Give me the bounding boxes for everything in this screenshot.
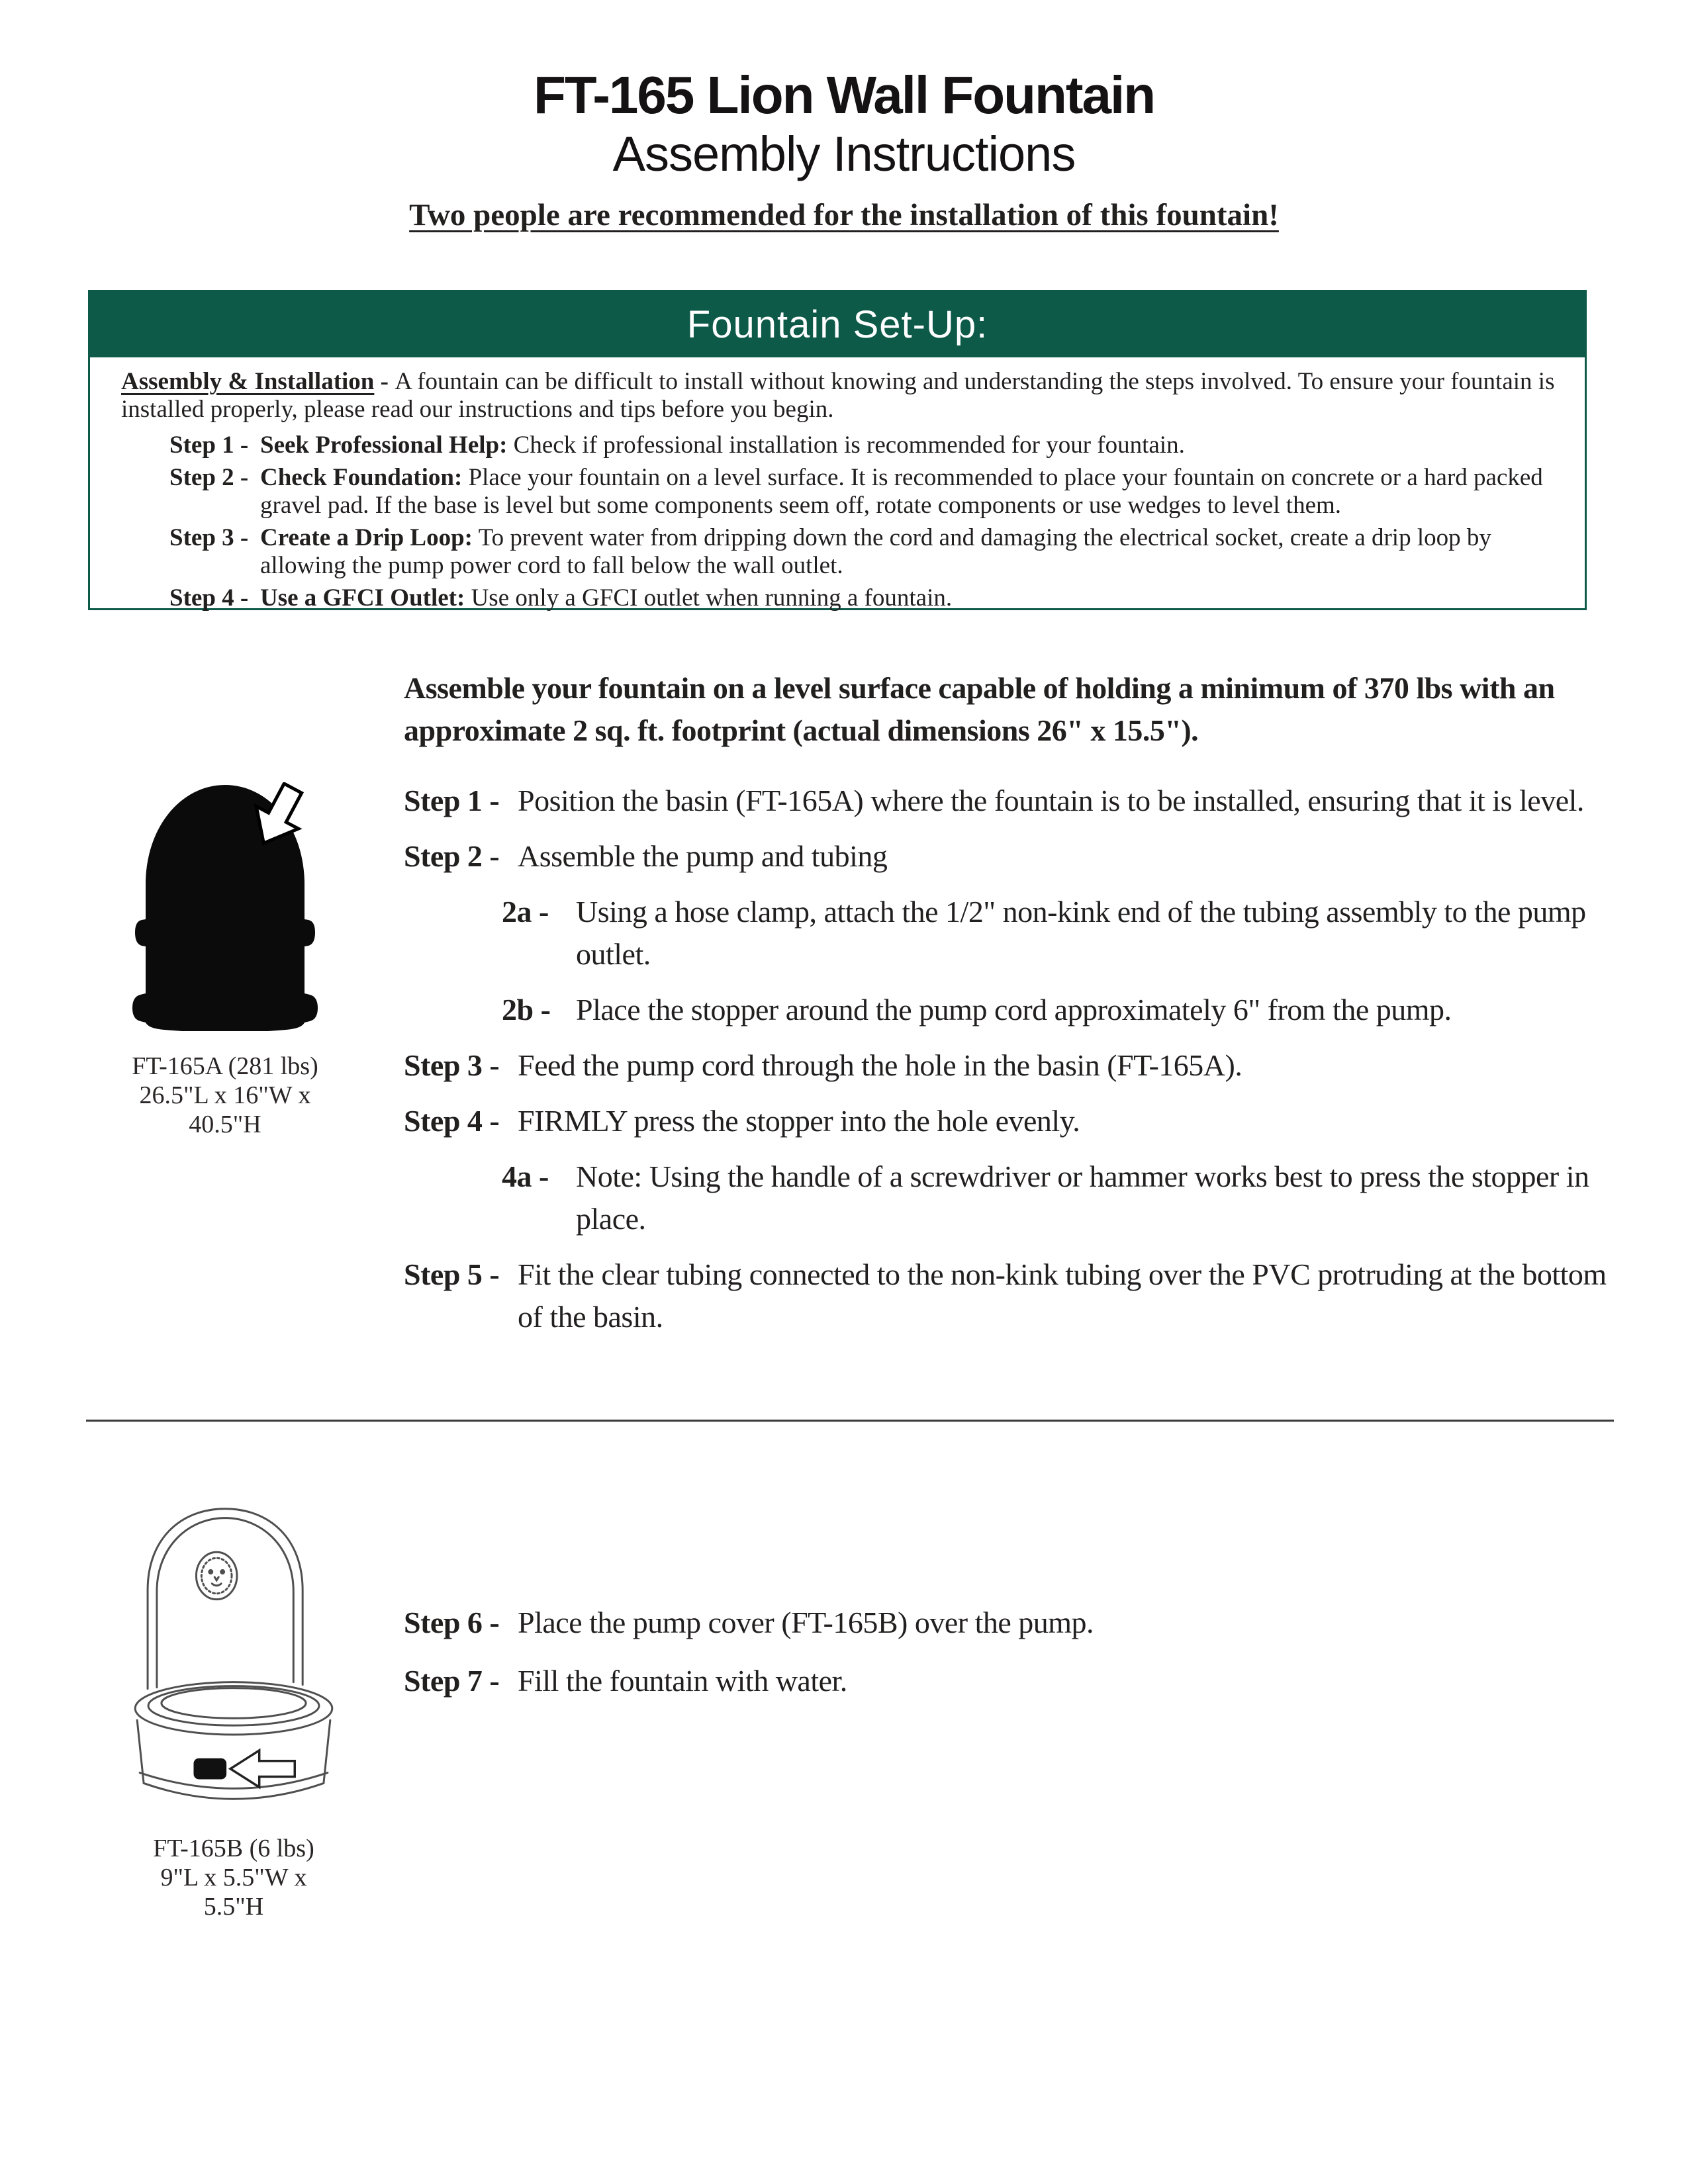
step-label: Step 4 - xyxy=(404,1104,500,1138)
pump-access-mark xyxy=(193,1758,226,1780)
left-arrow-icon xyxy=(230,1751,295,1788)
ft165b-caption-dimensions: 9"L x 5.5"W x 5.5"H xyxy=(160,1864,307,1921)
assembly-step-3 xyxy=(404,1044,1622,1087)
setup-step-4 xyxy=(121,584,1558,612)
assembly-step-2 xyxy=(404,835,1622,878)
step-label: Step 3 - xyxy=(404,1048,500,1082)
fountain-setup-box xyxy=(88,290,1587,610)
setup-step-1 xyxy=(121,432,1558,459)
setup-step-2 xyxy=(121,464,1558,520)
step-text: Fit the clear tubing connected to the non-kink tubing over the PVC protruding at the bottom of the basin. xyxy=(518,1257,1607,1334)
assembly-step-4 xyxy=(404,1100,1622,1142)
setup-step-label: Step 1 - xyxy=(169,432,249,459)
ft165a-caption xyxy=(124,1052,326,1139)
document-header xyxy=(0,65,1688,233)
step-label: Step 5 - xyxy=(404,1257,500,1291)
final-steps-section xyxy=(404,1602,1622,1718)
ft165a-caption-model: FT-165A (281 lbs) xyxy=(132,1052,318,1080)
basin-rim-inner2 xyxy=(162,1688,306,1719)
page-title: FT-165 Lion Wall Fountain xyxy=(533,66,1155,124)
step-label: Step 2 - xyxy=(404,839,500,873)
step-label: Step 7 - xyxy=(404,1664,500,1698)
setup-step-text: Check Foundation: Place your fountain on a level surface. It is recommended to place your fountain on concrete or a hard packed gravel pad. If the base is level but some components seem off, rotate components or use wedges to level them. xyxy=(260,464,1543,519)
step-text: Place the pump cover (FT-165B) over the pump. xyxy=(518,1606,1094,1639)
ft165a-caption-dimensions: 26.5"L x 16"W x 40.5"H xyxy=(139,1081,311,1138)
assembly-step-2b xyxy=(502,989,1622,1031)
two-people-tagline: Two people are recommended for the installation of this fountain! xyxy=(409,198,1279,232)
substep-label: 2a - xyxy=(502,895,549,929)
setup-step-text: Use a GFCI Outlet: Use only a GFCI outlet when running a fountain. xyxy=(260,584,953,612)
step-text: FIRMLY press the stopper into the hole evenly. xyxy=(518,1104,1080,1138)
setup-box-body xyxy=(90,357,1585,612)
basin-silhouette xyxy=(132,785,318,1031)
substep-label: 2b - xyxy=(502,993,551,1026)
setup-intro-text: A fountain can be difficult to install without knowing and understanding the steps involved. To ensure your fountain is installed properly, please read our instructions and tips before you begin. xyxy=(121,368,1555,423)
step-text: Feed the pump cord through the hole in the basin (FT-165A). xyxy=(518,1048,1243,1082)
lion-medallion xyxy=(196,1552,237,1599)
arch-outline-outer xyxy=(148,1509,303,1689)
base-band-edge xyxy=(140,1773,328,1789)
step-label: Step 6 - xyxy=(404,1606,500,1639)
setup-step-text: Seek Professional Help: Check if professional installation is recommended for your fountain. xyxy=(260,432,1185,459)
basin-rim-inner xyxy=(148,1686,319,1726)
page-subtitle: Assembly Instructions xyxy=(612,126,1076,181)
assembly-step-2a xyxy=(502,891,1622,976)
substep-label: 4a - xyxy=(502,1160,549,1193)
ft165b-caption-model: FT-165B (6 lbs) xyxy=(153,1835,314,1862)
assembly-step-6 xyxy=(404,1602,1622,1644)
setup-intro-paragraph xyxy=(121,368,1558,424)
setup-step-text: Create a Drip Loop: To prevent water from dripping down the cord and damaging the electrical socket, create a drip loop by allowing the pump power cord to fall below the wall outlet. xyxy=(260,524,1491,579)
setup-intro-dash: - xyxy=(374,368,395,395)
assembly-steps-section xyxy=(404,667,1622,1351)
fountain-silhouette-image xyxy=(124,782,326,1031)
substep-text: Place the stopper around the pump cord approximately 6" from the pump. xyxy=(576,993,1452,1026)
setup-step-3 xyxy=(121,524,1558,580)
setup-step-label: Step 2 - xyxy=(169,464,249,491)
arch-outline-inner xyxy=(157,1518,293,1688)
step-label: Step 1 - xyxy=(404,784,500,817)
setup-intro-label: Assembly & Installation xyxy=(121,368,375,395)
assembly-step-5 xyxy=(404,1253,1622,1338)
assembly-step-1 xyxy=(404,780,1622,822)
setup-step-label: Step 3 - xyxy=(169,524,249,551)
figure-ft165a xyxy=(124,782,326,1139)
substep-text: Note: Using the handle of a screwdriver or hammer works best to press the stopper in place. xyxy=(576,1160,1589,1236)
setup-step-label: Step 4 - xyxy=(169,584,249,612)
figure-ft165b xyxy=(132,1490,335,1921)
ft165b-caption xyxy=(132,1834,335,1921)
section-divider xyxy=(86,1420,1614,1422)
step-text: Assemble the pump and tubing xyxy=(518,839,888,873)
step-text: Position the basin (FT-165A) where the fountain is to be installed, ensuring that it is level. xyxy=(518,784,1584,817)
pump-cover-line-drawing xyxy=(132,1490,335,1819)
base-bottom-edge xyxy=(144,1783,324,1799)
assembly-step-4a xyxy=(502,1156,1622,1240)
surface-requirement-paragraph: Assemble your fountain on a level surface capable of holding a minimum of 370 lbs with an approximate 2 sq. ft. footprint (actual dimensions 26" x 15.5"). xyxy=(404,671,1555,747)
setup-box-title: Fountain Set-Up: xyxy=(90,292,1585,357)
substep-text: Using a hose clamp, attach the 1/2" non-kink end of the tubing assembly to the pump outlet. xyxy=(576,895,1586,971)
assembly-step-7 xyxy=(404,1660,1622,1702)
step-text: Fill the fountain with water. xyxy=(518,1664,847,1698)
